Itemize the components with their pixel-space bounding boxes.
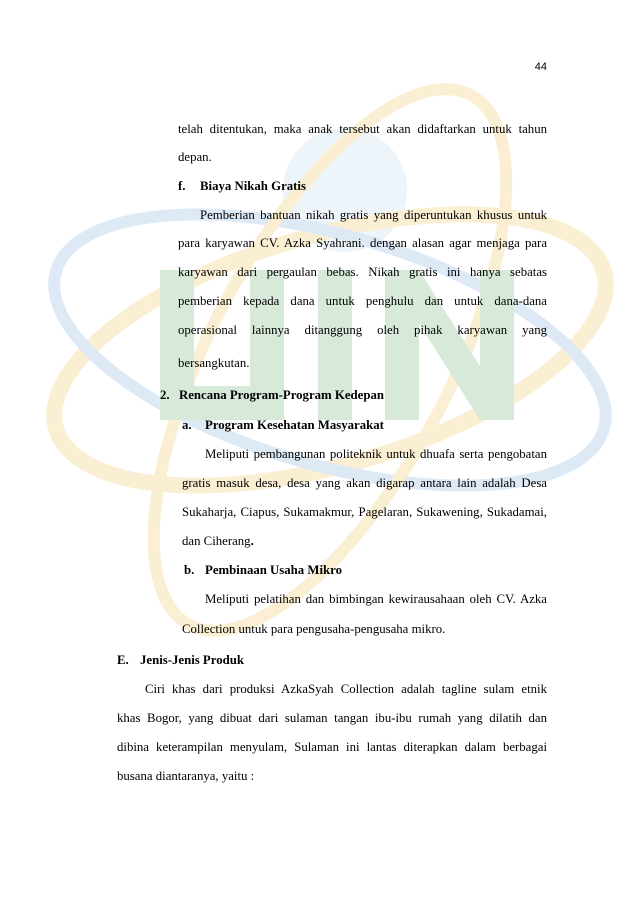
body-text-line: bersangkutan. xyxy=(178,356,250,370)
body-text-line: Collection untuk para pengusaha-pengusaha mikro. xyxy=(182,622,446,636)
subsection-heading-b xyxy=(184,562,342,578)
list-marker: 2. xyxy=(160,388,170,402)
body-text: dan Ciherang xyxy=(182,534,251,548)
body-text-line: Ciri khas dari produksi AzkaSyah Collection adalah tagline sulam etnik xyxy=(145,682,547,696)
body-text-line: depan. xyxy=(178,150,212,164)
section-heading-e xyxy=(117,652,244,668)
page-number: 44 xyxy=(534,61,547,73)
heading-text: Jenis-Jenis Produk xyxy=(140,653,244,667)
body-text-line: khas Bogor, yang dibuat dari sulaman tangan ibu-ibu rumah yang dilatih dan xyxy=(117,711,547,725)
body-text-line: telah ditentukan, maka anak tersebut akan didaftarkan untuk tahun xyxy=(178,122,547,136)
list-marker: f. xyxy=(178,179,186,193)
body-text-line: Sukaharja, Ciapus, Sukamakmur, Pagelaran, Sukawening, Sukadamai, xyxy=(182,505,547,519)
body-text-line: pemberian kepada dana untuk penghulu dan untuk dana-dana xyxy=(178,294,547,308)
body-text-line xyxy=(182,533,254,549)
heading-text: Rencana Program-Program Kedepan xyxy=(179,388,384,402)
body-text-line: gratis masuk desa, desa yang akan digarap antara lain adalah Desa xyxy=(182,476,547,490)
body-text-line: para karyawan CV. Azka Syahrani. dengan alasan agar menjaga para xyxy=(178,236,547,250)
body-text-line: Meliputi pelatihan dan bimbingan kewirausahaan oleh CV. Azka xyxy=(205,592,547,606)
subsection-heading-f xyxy=(178,178,306,194)
heading-text: Biaya Nikah Gratis xyxy=(200,179,306,193)
list-marker: a. xyxy=(182,418,192,432)
heading-text: Program Kesehatan Masyarakat xyxy=(205,418,384,432)
body-text-line: busana diantaranya, yaitu : xyxy=(117,769,255,783)
body-text-line: karyawan dari pergaulan bebas. Nikah gratis ini hanya sebatas xyxy=(178,265,547,279)
bold-period: . xyxy=(250,534,254,548)
section-heading-2 xyxy=(160,387,384,403)
subsection-heading-a xyxy=(182,417,384,433)
body-text-line: Pemberian bantuan nikah gratis yang diperuntukan khusus untuk xyxy=(200,208,547,222)
body-text-line: operasional lainnya ditanggung oleh pihak karyawan yang xyxy=(178,323,547,337)
body-text-line: dibina keterampilan menyulam, Sulaman ini lantas diterapkan dalam berbagai xyxy=(117,740,547,754)
list-marker: b. xyxy=(184,563,195,577)
body-text-line: Meliputi pembangunan politeknik untuk dhuafa serta pengobatan xyxy=(205,447,547,461)
list-marker: E. xyxy=(117,653,129,667)
heading-text: Pembinaan Usaha Mikro xyxy=(205,563,342,577)
